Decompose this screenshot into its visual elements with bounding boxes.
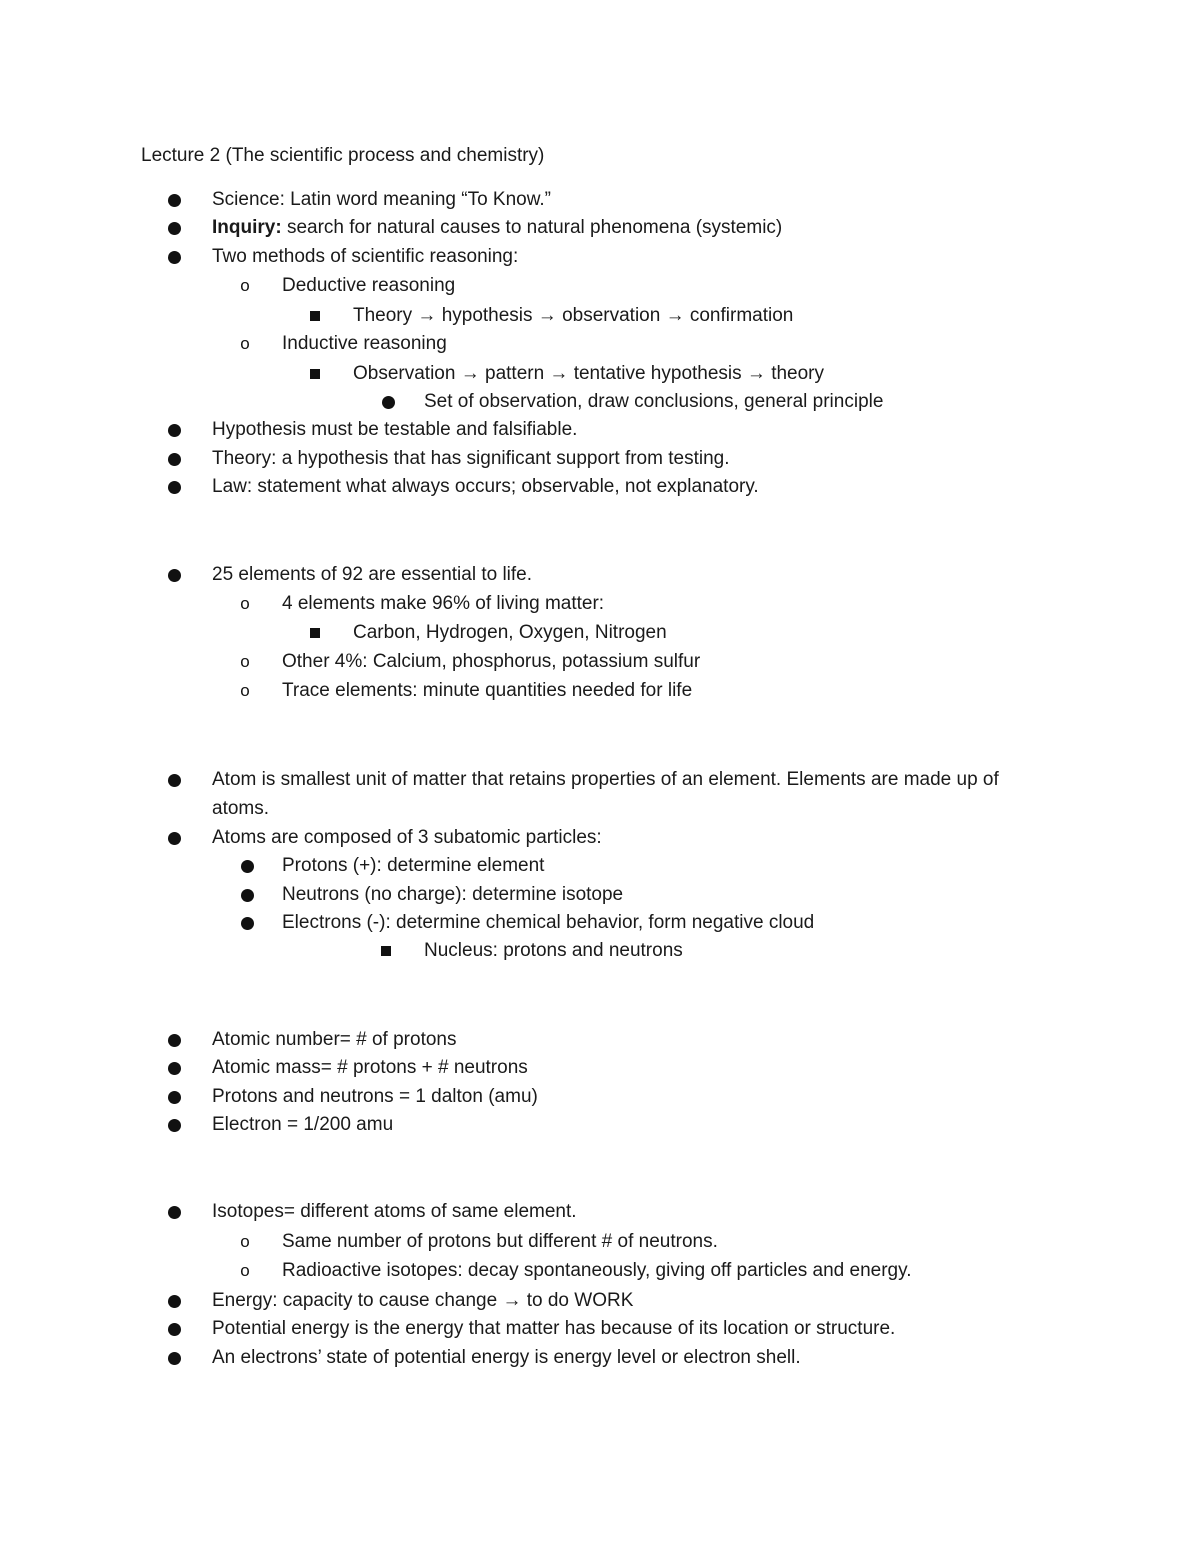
list-item-label: An electrons’ state of potential energy is energy level or electron shell. bbox=[212, 1347, 801, 1368]
list-item bbox=[0, 389, 1200, 415]
list-item-text bbox=[212, 1055, 528, 1081]
list-item bbox=[0, 1084, 1200, 1110]
list-item-text bbox=[212, 1199, 577, 1225]
list-item-label: Potential energy is the energy that matter has because of its location or structure. bbox=[212, 1318, 896, 1339]
list-item-label: Trace elements: minute quantities needed for life bbox=[282, 680, 693, 701]
list-item bbox=[0, 678, 1200, 704]
list-item bbox=[0, 1345, 1200, 1371]
list-item-label: Law: statement what always occurs; observable, not explanatory. bbox=[212, 476, 759, 497]
list-item bbox=[0, 417, 1200, 443]
list-item-label: Energy: capacity to cause change → to do WORK bbox=[212, 1290, 634, 1311]
list-item bbox=[0, 273, 1200, 299]
bullet-dot-icon bbox=[164, 767, 184, 793]
bullet-square-icon bbox=[376, 938, 396, 964]
bullet-circle-icon: o bbox=[240, 276, 250, 295]
bullet-dot-icon bbox=[164, 1199, 184, 1225]
list-item-text bbox=[282, 882, 623, 908]
list-item-text bbox=[212, 244, 518, 270]
list-item bbox=[0, 187, 1200, 213]
list-item-text bbox=[282, 910, 814, 936]
list-item-label: Electrons (-): determine chemical behavior, form negative cloud bbox=[282, 912, 815, 933]
list-item-text bbox=[212, 474, 759, 500]
bullet-dot-icon bbox=[164, 417, 184, 443]
list-item bbox=[0, 825, 1200, 851]
list-item-text bbox=[282, 853, 544, 879]
list-item-label: Deductive reasoning bbox=[282, 275, 456, 296]
list-item-label: Carbon, Hydrogen, Oxygen, Nitrogen bbox=[353, 622, 667, 643]
bullet-dot-icon bbox=[164, 1345, 184, 1371]
list-item-text bbox=[282, 1258, 912, 1284]
bullet-dot-icon bbox=[164, 562, 184, 588]
list-item-text bbox=[353, 620, 667, 646]
list-item-label: Inductive reasoning bbox=[282, 333, 447, 354]
list-item-label: Same number of protons but different # of neutrons. bbox=[282, 1231, 718, 1252]
list-item-text bbox=[424, 389, 883, 415]
list-item-label: Radioactive isotopes: decay spontaneously, giving off particles and energy. bbox=[282, 1260, 912, 1281]
list-item bbox=[0, 303, 1200, 329]
list-item bbox=[0, 1027, 1200, 1053]
bullet-dot-icon bbox=[378, 389, 398, 415]
list-item bbox=[0, 474, 1200, 500]
bullet-circle-icon: o bbox=[240, 681, 250, 700]
list-item-label: Neutrons (no charge): determine isotope bbox=[282, 884, 624, 905]
bullet-dot-icon bbox=[164, 1084, 184, 1110]
list-item-text bbox=[353, 361, 824, 387]
list-item-text bbox=[212, 446, 730, 472]
bullet-square-icon bbox=[305, 303, 325, 329]
bullet-circle-icon: o bbox=[240, 334, 250, 353]
list-item bbox=[0, 1316, 1200, 1342]
list-item-text bbox=[353, 303, 793, 329]
list-item-text bbox=[212, 796, 269, 822]
list-item-label: Nucleus: protons and neutrons bbox=[424, 940, 683, 961]
bullet-dot-icon bbox=[164, 1055, 184, 1081]
list-item-text bbox=[212, 825, 602, 851]
list-item bbox=[0, 649, 1200, 675]
list-item-label: Isotopes= different atoms of same element. bbox=[212, 1201, 577, 1222]
bullet-square-icon bbox=[305, 361, 325, 387]
list-item-label: 4 elements make 96% of living matter: bbox=[282, 593, 605, 614]
bullet-dot-icon bbox=[164, 1112, 184, 1138]
list-item-label: Theory → hypothesis → observation → confirmation bbox=[353, 305, 794, 326]
bullet-dot-icon bbox=[164, 474, 184, 500]
list-item-label: Protons (+): determine element bbox=[282, 855, 545, 876]
list-item-label: atoms. bbox=[212, 798, 270, 819]
bold-term: Inquiry: bbox=[212, 217, 282, 238]
list-item-label: Observation → pattern → tentative hypothesis → theory bbox=[353, 363, 825, 384]
list-item-label: 25 elements of 92 are essential to life. bbox=[212, 564, 533, 585]
list-item-label: Atomic number= # of protons bbox=[212, 1029, 457, 1050]
list-item-label: Electron = 1/200 amu bbox=[212, 1114, 394, 1135]
list-item-label: Two methods of scientific reasoning: bbox=[212, 246, 519, 267]
list-item bbox=[0, 1229, 1200, 1255]
list-item-text bbox=[212, 562, 532, 588]
list-item-label: search for natural causes to natural phenomena (systemic) bbox=[281, 217, 783, 238]
list-item-text bbox=[212, 767, 999, 793]
bullet-dot-icon bbox=[237, 882, 257, 908]
bullet-dot-icon bbox=[164, 187, 184, 213]
list-item bbox=[0, 591, 1200, 617]
list-item-text bbox=[282, 649, 700, 675]
list-item-label: Other 4%: Calcium, phosphorus, potassium sulfur bbox=[282, 651, 701, 672]
bullet-dot-icon bbox=[164, 446, 184, 472]
list-item-label: Protons and neutrons = 1 dalton (amu) bbox=[212, 1086, 538, 1107]
bullet-dot-icon bbox=[164, 215, 184, 241]
list-item bbox=[0, 244, 1200, 270]
bullet-dot-icon bbox=[164, 1316, 184, 1342]
bullet-dot-icon bbox=[164, 244, 184, 270]
bullet-circle-icon: o bbox=[240, 1232, 250, 1251]
bullet-circle-icon: o bbox=[240, 652, 250, 671]
list-item bbox=[0, 215, 1200, 241]
list-item bbox=[0, 446, 1200, 472]
bullet-dot-icon bbox=[164, 1027, 184, 1053]
bullet-square-icon bbox=[305, 620, 325, 646]
bullet-dot-icon bbox=[237, 910, 257, 936]
list-item-text bbox=[212, 417, 577, 443]
list-item-text bbox=[282, 273, 455, 299]
list-item-label: Theory: a hypothesis that has significant support from testing. bbox=[212, 448, 730, 469]
list-item bbox=[0, 882, 1200, 908]
list-item-text bbox=[212, 1084, 538, 1110]
list-item-label: Hypothesis must be testable and falsifiable. bbox=[212, 419, 578, 440]
list-item bbox=[0, 1258, 1200, 1284]
list-item bbox=[0, 938, 1200, 964]
bullet-dot-icon bbox=[164, 825, 184, 851]
list-item bbox=[0, 1199, 1200, 1225]
list-item bbox=[0, 620, 1200, 646]
list-item-text bbox=[282, 1229, 718, 1255]
list-item-label: Atom is smallest unit of matter that retains properties of an element. Elements are made up of bbox=[212, 769, 999, 790]
list-item bbox=[0, 361, 1200, 387]
list-item-text bbox=[212, 1345, 801, 1371]
list-item bbox=[0, 1112, 1200, 1138]
list-item-text bbox=[212, 1027, 457, 1053]
bullet-dot-icon bbox=[164, 1288, 184, 1314]
bullet-circle-icon: o bbox=[240, 594, 250, 613]
list-item-label: Science: Latin word meaning “To Know.” bbox=[212, 189, 552, 210]
list-item-text bbox=[212, 215, 782, 241]
list-item bbox=[0, 331, 1200, 357]
list-item-label: Atomic mass= # protons + # neutrons bbox=[212, 1057, 528, 1078]
page-title: Lecture 2 (The scientific process and chemistry) bbox=[141, 145, 545, 166]
bullet-circle-icon: o bbox=[240, 1261, 250, 1280]
list-item bbox=[0, 1288, 1200, 1314]
list-item bbox=[0, 853, 1200, 879]
list-item-text bbox=[282, 678, 692, 704]
list-item bbox=[0, 767, 1200, 793]
list-item-text bbox=[212, 1316, 895, 1342]
list-item-text bbox=[212, 1112, 393, 1138]
list-item bbox=[0, 1055, 1200, 1081]
list-item-text bbox=[212, 1288, 633, 1314]
list-item bbox=[0, 796, 1200, 822]
list-item bbox=[0, 910, 1200, 936]
list-item-text bbox=[282, 331, 447, 357]
list-item-text bbox=[282, 591, 604, 617]
list-item-text bbox=[212, 187, 551, 213]
list-item bbox=[0, 562, 1200, 588]
bullet-dot-icon bbox=[237, 853, 257, 879]
list-item-label: Set of observation, draw conclusions, general principle bbox=[424, 391, 884, 412]
list-item-text bbox=[424, 938, 683, 964]
list-item-label: Atoms are composed of 3 subatomic particles: bbox=[212, 827, 602, 848]
